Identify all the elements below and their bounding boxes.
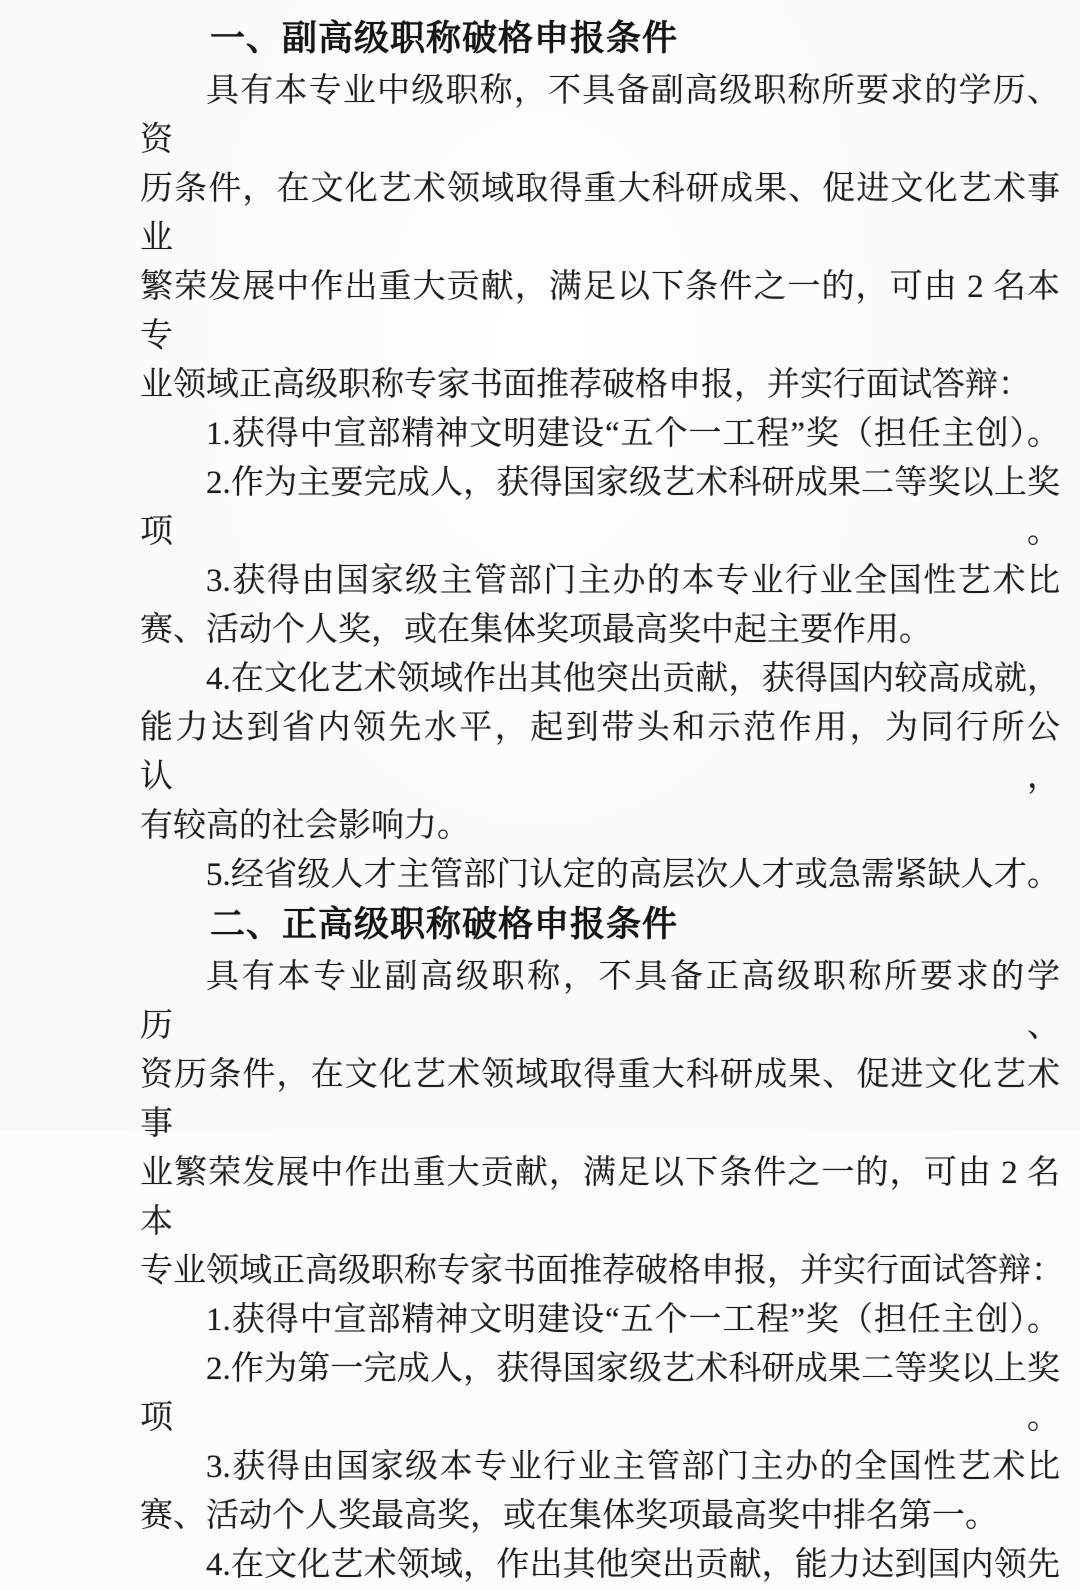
section-2-item-3: 3.获得由国家级本专业行业主管部门主办的全国性艺术比 <box>206 1449 1060 1485</box>
section-2-heading: 二、正高级职称破格申报条件 <box>210 905 679 944</box>
section-1-item-1: 1.获得中宣部精神文明建设“五个一工程”奖（担任主创）。 <box>206 416 1060 452</box>
section-1-item-3: 赛、活动个人奖，或在集体奖项最高奖中起主要作用。 <box>140 612 932 648</box>
section-1-heading: 一、副高级职称破格申报条件 <box>210 19 679 58</box>
section-2-intro-line: 专业领域正高级职称专家书面推荐破格申报，并实行面试答辩： <box>140 1253 1064 1289</box>
section-2-item-3: 赛、活动个人奖最高奖，或在集体奖项最高奖中排名第一。 <box>140 1498 998 1534</box>
section-1-intro-line: 具有本专业中级职称，不具备副高级职称所要求的学历、资 <box>140 73 1060 158</box>
section-2-item-2: 2.作为第一完成人，获得国家级艺术科研成果二等奖以上奖项。 <box>140 1351 1060 1436</box>
section-2-intro-line: 资历条件，在文化艺术领域取得重大科研成果、促进文化艺术事 <box>140 1057 1060 1142</box>
section-1-item-2: 2.作为主要完成人，获得国家级艺术科研成果二等奖以上奖项。 <box>140 465 1060 550</box>
section-full-senior <box>140 900 1064 1590</box>
section-1-item-4: 有较高的社会影响力。 <box>140 808 470 844</box>
section-1-intro-line: 历条件，在文化艺术领域取得重大科研成果、促进文化艺术事业 <box>140 171 1060 256</box>
section-1-intro-line: 繁荣发展中作出重大贡献，满足以下条件之一的，可由 2 名本专 <box>140 269 1060 354</box>
section-1-item-4: 4.在文化艺术领域作出其他突出贡献，获得国内较高成就， <box>206 661 1060 697</box>
section-2-item-1: 1.获得中宣部精神文明建设“五个一工程”奖（担任主创）。 <box>206 1302 1060 1338</box>
section-2-item-4: 4.在文化艺术领域，作出其他突出贡献，能力达到国内领先 <box>206 1547 1060 1583</box>
section-2-intro-line: 业繁荣发展中作出重大贡献，满足以下条件之一的，可由 2 名本 <box>140 1155 1060 1240</box>
section-deputy-senior <box>140 14 1060 900</box>
section-1-item-4: 能力达到省内领先水平，起到带头和示范作用，为同行所公认， <box>140 710 1060 795</box>
section-1-item-3: 3.获得由国家级主管部门主办的本专业行业全国性艺术比 <box>206 563 1060 599</box>
section-1-item-5: 5.经省级人才主管部门认定的高层次人才或急需紧缺人才。 <box>206 857 1060 893</box>
section-1-intro-line: 业领域正高级职称专家书面推荐破格申报，并实行面试答辩： <box>140 367 1031 403</box>
section-2-intro-line: 具有本专业副高级职称，不具备正高级职称所要求的学历、 <box>140 959 1060 1044</box>
